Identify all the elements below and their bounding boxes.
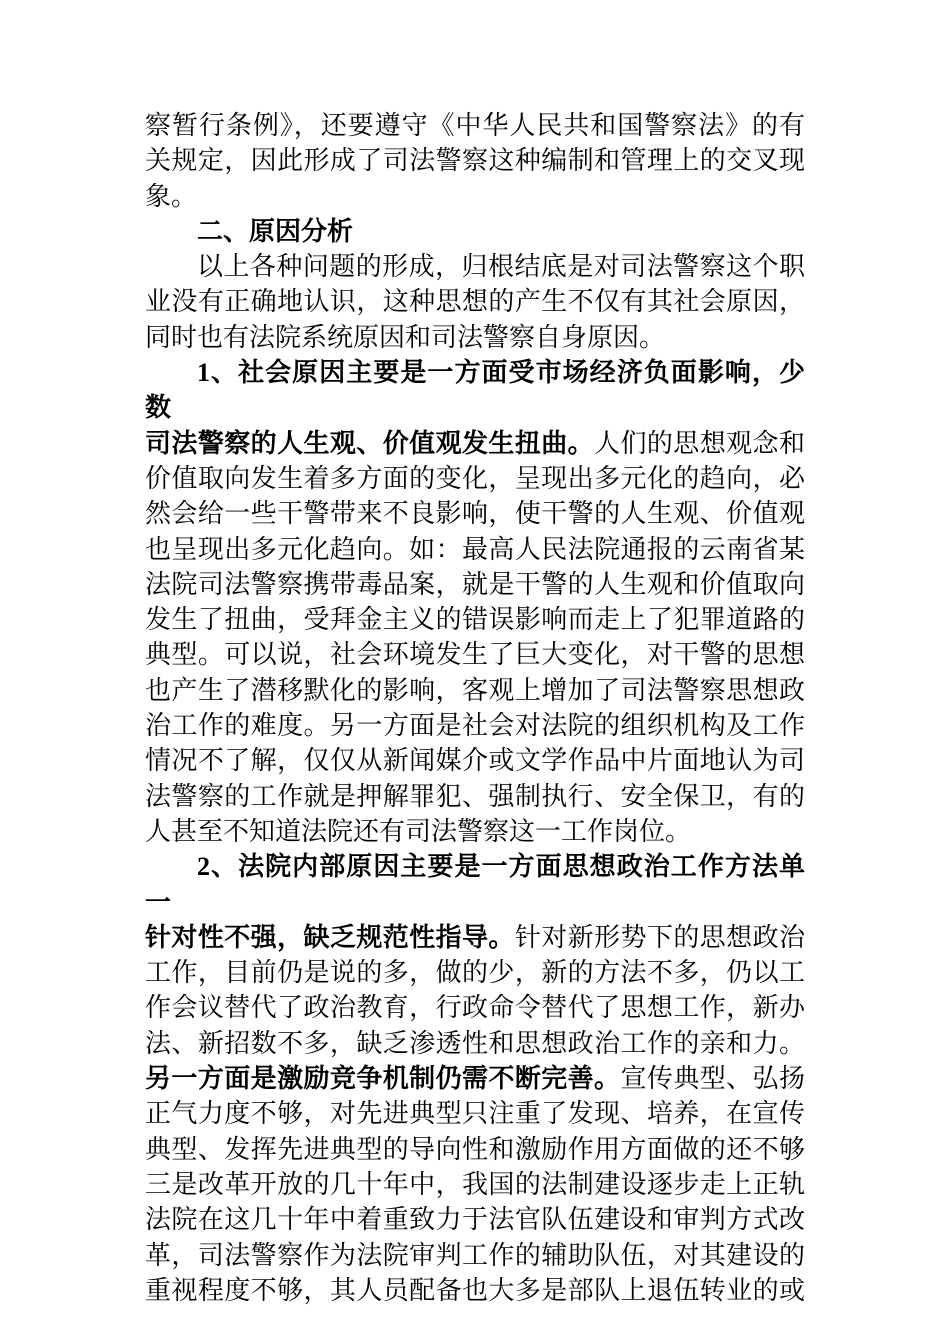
text-line — [145, 708, 805, 743]
text-line — [145, 426, 805, 461]
text-run: 作会议替代了政治教育，行政命令替代了思想工作，新办 — [145, 993, 805, 1023]
text-run: 法院在这几十年中着重致力于法官队伍建设和审判方式改 — [145, 1205, 805, 1235]
text-line — [145, 814, 805, 849]
text-line — [145, 1238, 805, 1273]
text-run: 三是改革开放的几十年中，我国的法制建设逐步走上正轨 — [145, 1169, 805, 1199]
text-run: 也呈现出多元化趋向。如：最高人民法院通报的云南省某 — [145, 534, 805, 564]
text-run: 价值取向发生着多方面的变化，呈现出多元化的趋向，必 — [145, 463, 805, 493]
text-run: 关规定，因此形成了司法警察这种编制和管理上的交叉现 — [145, 146, 805, 176]
emphasis-text-run: 二、原因分析 — [197, 216, 354, 246]
text-line — [145, 108, 805, 143]
text-line — [145, 461, 805, 496]
document-body — [145, 108, 805, 1308]
text-run: 发生了扭曲，受拜金主义的错误影响而走上了犯罪道路的 — [145, 605, 805, 635]
text-run: 法、新招数不多，缺乏渗透性和思想政治工作的亲和力。 — [145, 1028, 805, 1058]
text-line — [145, 567, 805, 602]
text-run: 情况不了解，仅仅从新闻媒介或文学作品中片面地认为司 — [145, 746, 805, 776]
text-run: 察暂行条例》，还要遵守《中华人民共和国警察法》的有 — [145, 111, 805, 140]
text-run: 法院司法警察携带毒品案，就是干警的人生观和价值取向 — [145, 569, 805, 599]
text-run: 革，司法警察作为法院审判工作的辅助队伍，对其建设的 — [145, 1240, 805, 1270]
text-run: 同时也有法院系统原因和司法警察自身原因。 — [145, 322, 666, 352]
text-run: 以上各种问题的形成，归根结底是对司法警察这个职 — [197, 252, 805, 282]
text-run: 典型、发挥先进典型的导向性和激励作用方面做的还不够 — [145, 1134, 805, 1164]
text-line — [145, 1132, 805, 1167]
text-line — [145, 179, 805, 214]
text-run: 也产生了潜移默化的影响，客观上增加了司法警察思想政 — [145, 675, 805, 705]
text-line — [145, 532, 805, 567]
text-line — [145, 849, 805, 920]
text-line — [145, 320, 805, 355]
section-heading — [145, 214, 805, 249]
text-run: 人甚至不知道法院还有司法警察这一工作岗位。 — [145, 816, 692, 846]
text-line — [145, 284, 805, 319]
text-line — [145, 743, 805, 778]
text-line — [145, 955, 805, 990]
text-line — [145, 1096, 805, 1131]
text-line — [145, 1026, 805, 1061]
text-run: 业没有正确地认识，这种思想的产生不仅有其社会原因， — [145, 287, 805, 317]
emphasis-text-run: 司法警察的人生观、价值观发生扭曲。 — [145, 428, 595, 458]
text-line — [145, 1167, 805, 1202]
text-line — [145, 1061, 805, 1096]
text-run: 针对新形势下的思想政治 — [514, 922, 805, 952]
text-run: 典型。可以说，社会环境发生了巨大变化，对干警的思想 — [145, 640, 805, 670]
text-line — [145, 249, 805, 284]
text-line — [145, 143, 805, 178]
text-line — [145, 637, 805, 672]
emphasis-text-run: 1、社会原因主要是一方面受市场经济负面影响，少数 — [145, 358, 805, 423]
text-run: 重视程度不够，其人员配备也大多是部队上退伍转业的或 — [145, 1275, 805, 1305]
text-run: 治工作的难度。另一方面是社会对法院的组织机构及工作 — [145, 711, 805, 741]
text-line — [145, 779, 805, 814]
text-run: 象。 — [145, 181, 198, 211]
text-line — [145, 990, 805, 1025]
text-run: 法警察的工作就是押解罪犯、强制执行、安全保卫，有的 — [145, 781, 805, 811]
text-run: 宣传典型、弘扬 — [620, 1064, 805, 1094]
emphasis-text-run: 针对性不强，缺乏规范性指导。 — [145, 922, 515, 952]
text-line — [145, 1273, 805, 1308]
text-run: 人们的思想观念和 — [594, 428, 805, 458]
text-run: 正气力度不够，对先进典型只注重了发现、培养，在宣传 — [145, 1099, 805, 1129]
emphasis-text-run: 另一方面是激励竞争机制仍需不断完善。 — [145, 1064, 621, 1094]
text-line — [145, 355, 805, 426]
text-line — [145, 496, 805, 531]
text-line — [145, 602, 805, 637]
emphasis-text-run: 2、法院内部原因主要是一方面思想政治工作方法单一 — [145, 852, 805, 917]
text-run: 工作，目前仍是说的多，做的少，新的方法不多，仍以工 — [145, 958, 805, 988]
text-line — [145, 1202, 805, 1237]
text-line — [145, 920, 805, 955]
text-run: 然会给一些干警带来不良影响，使干警的人生观、价值观 — [145, 499, 805, 529]
text-line — [145, 673, 805, 708]
